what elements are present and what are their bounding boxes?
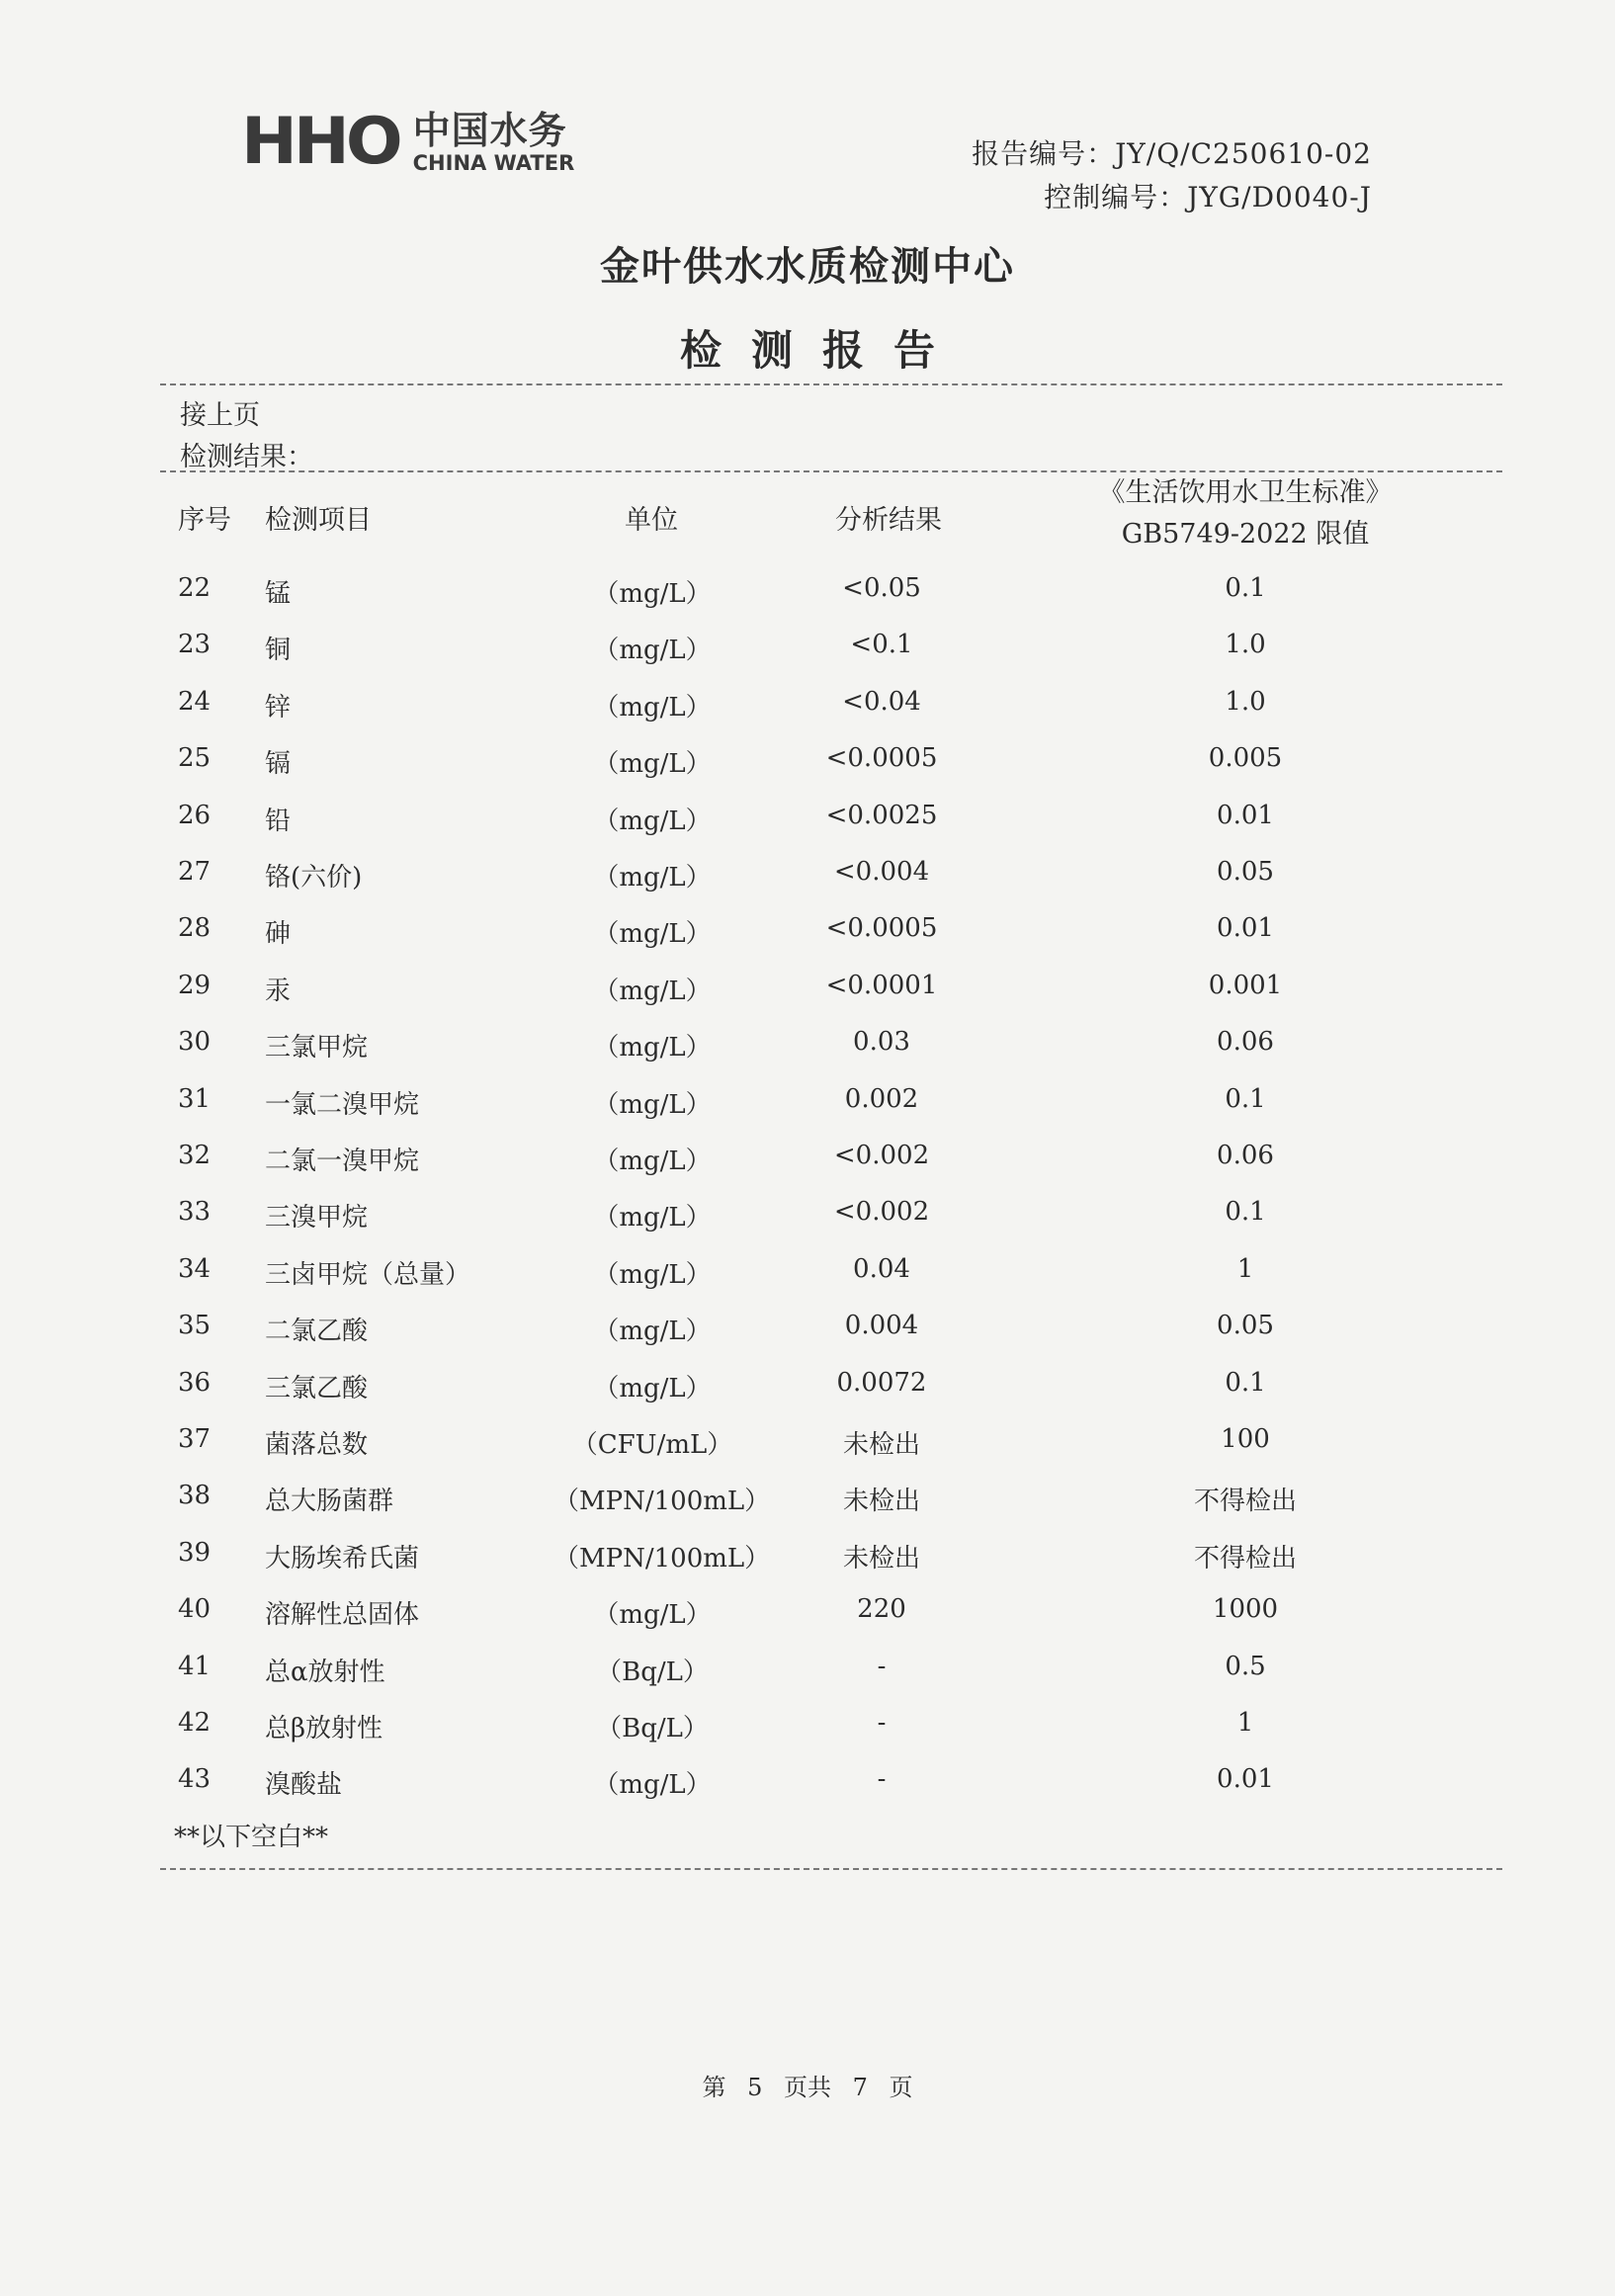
row-limit: 1000 bbox=[1212, 1594, 1279, 1624]
table-row bbox=[0, 1254, 1615, 1294]
china-water-logo bbox=[241, 103, 574, 181]
row-result: 0.03 bbox=[853, 1027, 910, 1057]
row-result: - bbox=[877, 1764, 887, 1794]
row-item: 总大肠菌群 bbox=[265, 1487, 394, 1516]
row-item: 三氯乙酸 bbox=[265, 1374, 369, 1403]
row-result: <0.004 bbox=[833, 857, 930, 887]
table-row bbox=[0, 573, 1615, 613]
row-number: 29 bbox=[178, 971, 212, 1000]
row-result: 0.004 bbox=[844, 1311, 919, 1340]
continued-label: 接上页 bbox=[180, 400, 260, 431]
row-unit: （CFU/mL） bbox=[571, 1430, 733, 1460]
header-unit: 单位 bbox=[625, 505, 678, 536]
report-number: 报告编号：JY/Q/C250610-02 bbox=[972, 137, 1372, 170]
row-result: <0.0001 bbox=[825, 971, 938, 1000]
row-unit: （mg/L） bbox=[593, 863, 712, 893]
row-result: 未检出 bbox=[842, 1487, 920, 1516]
logo-english-name: CHINA WATER bbox=[412, 150, 575, 175]
logo-mark: HHO bbox=[241, 104, 399, 180]
row-unit: （mg/L） bbox=[593, 1147, 712, 1176]
row-unit: （mg/L） bbox=[593, 693, 712, 723]
table-row bbox=[0, 1084, 1615, 1124]
row-result: <0.05 bbox=[842, 573, 921, 603]
row-unit: （mg/L） bbox=[593, 1374, 712, 1403]
logo-chinese-name: 中国水务 bbox=[412, 108, 567, 152]
row-item: 二氯乙酸 bbox=[265, 1317, 369, 1346]
row-number: 38 bbox=[178, 1481, 212, 1510]
row-limit: 不得检出 bbox=[1193, 1487, 1297, 1516]
table-row bbox=[0, 801, 1615, 840]
row-limit: 0.001 bbox=[1208, 971, 1283, 1000]
row-result: 未检出 bbox=[842, 1430, 920, 1460]
row-number: 27 bbox=[178, 857, 212, 887]
row-unit: （mg/L） bbox=[593, 1317, 712, 1346]
row-item: 菌落总数 bbox=[265, 1430, 369, 1460]
row-unit: （mg/L） bbox=[593, 1770, 712, 1800]
row-item: 镉 bbox=[265, 749, 292, 779]
row-item: 总β放射性 bbox=[265, 1714, 383, 1743]
row-unit: （mg/L） bbox=[593, 636, 712, 665]
table-row bbox=[0, 1424, 1615, 1464]
table-row bbox=[0, 630, 1615, 669]
row-number: 34 bbox=[178, 1254, 212, 1284]
row-result: <0.0005 bbox=[825, 913, 938, 943]
row-unit: （mg/L） bbox=[593, 807, 712, 836]
row-limit: 0.01 bbox=[1217, 913, 1274, 943]
row-result: - bbox=[877, 1652, 887, 1681]
row-number: 28 bbox=[178, 913, 212, 943]
row-limit: 100 bbox=[1221, 1424, 1270, 1454]
row-item: 铜 bbox=[265, 636, 292, 665]
row-limit: 0.01 bbox=[1217, 801, 1274, 830]
row-item: 大肠埃希氏菌 bbox=[265, 1544, 420, 1573]
table-row bbox=[0, 913, 1615, 953]
row-unit: （mg/L） bbox=[593, 579, 712, 609]
row-item: 总α放射性 bbox=[265, 1658, 385, 1687]
table-row bbox=[0, 1652, 1615, 1691]
row-number: 25 bbox=[178, 743, 212, 773]
row-item: 锌 bbox=[265, 693, 292, 723]
row-item: 汞 bbox=[265, 977, 292, 1006]
header-item: 检测项目 bbox=[265, 505, 372, 536]
row-number: 40 bbox=[178, 1594, 212, 1624]
row-limit: 0.1 bbox=[1225, 1368, 1266, 1398]
top-divider bbox=[160, 383, 1502, 385]
row-item: 三氯甲烷 bbox=[265, 1033, 369, 1063]
row-number: 41 bbox=[178, 1652, 212, 1681]
table-row bbox=[0, 1594, 1615, 1634]
table-row bbox=[0, 971, 1615, 1010]
row-unit: （mg/L） bbox=[593, 1033, 712, 1063]
row-limit: 0.1 bbox=[1225, 573, 1266, 603]
row-result: 未检出 bbox=[842, 1544, 920, 1573]
row-number: 37 bbox=[178, 1424, 212, 1454]
row-item: 一氯二溴甲烷 bbox=[265, 1090, 420, 1120]
logo-text bbox=[413, 110, 575, 175]
header-result: 分析结果 bbox=[835, 505, 942, 536]
row-limit: 1 bbox=[1236, 1254, 1254, 1284]
row-result: <0.0025 bbox=[825, 801, 938, 830]
row-unit: （mg/L） bbox=[593, 1260, 712, 1290]
row-item: 锰 bbox=[265, 579, 292, 609]
header-standard-code: GB5749-2022 限值 bbox=[1121, 519, 1370, 550]
row-limit: 0.06 bbox=[1217, 1141, 1274, 1170]
row-item: 铅 bbox=[265, 807, 292, 836]
row-result: 220 bbox=[857, 1594, 906, 1624]
row-number: 23 bbox=[178, 630, 212, 659]
header-standard-name: 《生活饮用水卫生标准》 bbox=[1098, 477, 1393, 508]
row-unit: （mg/L） bbox=[593, 919, 712, 949]
table-row bbox=[0, 1368, 1615, 1407]
row-limit: 0.1 bbox=[1225, 1197, 1266, 1227]
row-limit: 0.5 bbox=[1225, 1652, 1266, 1681]
row-result: - bbox=[877, 1708, 887, 1738]
row-unit: （MPN/100mL） bbox=[553, 1544, 771, 1573]
row-number: 42 bbox=[178, 1708, 212, 1738]
row-limit: 0.01 bbox=[1217, 1764, 1274, 1794]
row-item: 溶解性总固体 bbox=[265, 1600, 420, 1630]
table-row bbox=[0, 1764, 1615, 1804]
table-row bbox=[0, 857, 1615, 896]
row-item: 砷 bbox=[265, 919, 292, 949]
row-number: 24 bbox=[178, 687, 212, 717]
row-number: 32 bbox=[178, 1141, 212, 1170]
row-result: <0.04 bbox=[842, 687, 921, 717]
row-limit: 0.05 bbox=[1217, 1311, 1274, 1340]
row-limit: 0.06 bbox=[1217, 1027, 1274, 1057]
control-number: 控制编号：JYG/D0040-J bbox=[1044, 181, 1372, 213]
row-number: 39 bbox=[178, 1538, 212, 1568]
row-item: 二氯一溴甲烷 bbox=[265, 1147, 420, 1176]
row-result: <0.1 bbox=[850, 630, 913, 659]
results-label: 检测结果： bbox=[180, 442, 313, 472]
row-number: 22 bbox=[178, 573, 212, 603]
row-result: <0.002 bbox=[833, 1197, 930, 1227]
report-title: 检测报告 bbox=[679, 326, 965, 375]
report-numbers bbox=[972, 132, 1372, 219]
row-limit: 0.1 bbox=[1225, 1084, 1266, 1114]
header-standard-limit bbox=[1087, 472, 1403, 555]
row-item: 三卤甲烷（总量） bbox=[265, 1260, 471, 1290]
row-number: 33 bbox=[178, 1197, 212, 1227]
row-number: 26 bbox=[178, 801, 212, 830]
row-unit: （Bq/L） bbox=[596, 1658, 709, 1687]
row-result: 0.002 bbox=[844, 1084, 919, 1114]
header-no: 序号 bbox=[178, 505, 231, 536]
row-unit: （Bq/L） bbox=[596, 1714, 709, 1743]
row-unit: （mg/L） bbox=[593, 1090, 712, 1120]
row-result: <0.002 bbox=[833, 1141, 930, 1170]
table-row bbox=[0, 743, 1615, 783]
row-result: 0.04 bbox=[853, 1254, 910, 1284]
row-number: 30 bbox=[178, 1027, 212, 1057]
row-item: 铬(六价) bbox=[265, 863, 363, 893]
page-footer: 第 5 页共 7 页 bbox=[702, 2074, 913, 2101]
row-number: 36 bbox=[178, 1368, 212, 1398]
table-row bbox=[0, 1027, 1615, 1066]
row-item: 三溴甲烷 bbox=[265, 1203, 369, 1233]
row-number: 43 bbox=[178, 1764, 212, 1794]
row-number: 31 bbox=[178, 1084, 212, 1114]
row-result: 0.0072 bbox=[836, 1368, 927, 1398]
row-limit: 1.0 bbox=[1225, 687, 1266, 717]
row-result: <0.0005 bbox=[825, 743, 938, 773]
bottom-divider bbox=[160, 1868, 1502, 1870]
table-row bbox=[0, 687, 1615, 726]
table-row bbox=[0, 1141, 1615, 1180]
row-limit: 0.005 bbox=[1208, 743, 1283, 773]
blank-note: **以下空白** bbox=[174, 1823, 329, 1852]
table-row bbox=[0, 1538, 1615, 1577]
row-item: 溴酸盐 bbox=[265, 1770, 343, 1800]
row-unit: （MPN/100mL） bbox=[553, 1487, 771, 1516]
row-limit: 不得检出 bbox=[1193, 1544, 1297, 1573]
table-row bbox=[0, 1311, 1615, 1350]
row-number: 35 bbox=[178, 1311, 212, 1340]
row-unit: （mg/L） bbox=[593, 1600, 712, 1630]
row-limit: 0.05 bbox=[1217, 857, 1274, 887]
row-limit: 1.0 bbox=[1225, 630, 1266, 659]
row-limit: 1 bbox=[1236, 1708, 1254, 1738]
table-row bbox=[0, 1708, 1615, 1747]
table-row bbox=[0, 1481, 1615, 1520]
center-title: 金叶供水水质检测中心 bbox=[600, 244, 1015, 290]
row-unit: （mg/L） bbox=[593, 977, 712, 1006]
row-unit: （mg/L） bbox=[593, 1203, 712, 1233]
row-unit: （mg/L） bbox=[593, 749, 712, 779]
table-row bbox=[0, 1197, 1615, 1236]
